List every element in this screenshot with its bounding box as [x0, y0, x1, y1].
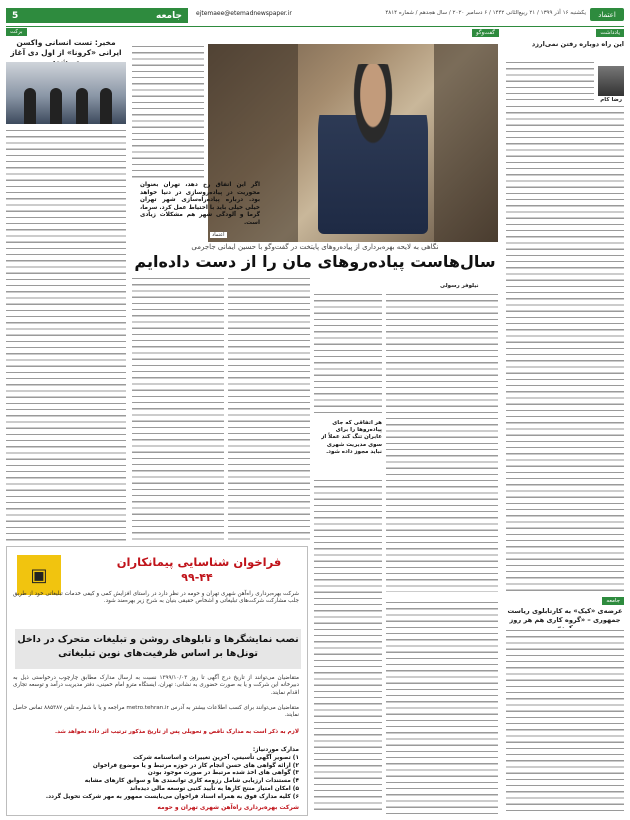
article-headline: سال‌هاست پیاده‌روهای مان را از دست داده‌ایم: [134, 252, 496, 271]
ad-details: متقاضیان می‌توانند از تاریخ درج آگهی تا روز ۱۳۹۹/۱۰/۰۳ نسبت به ارسال مدارک مطابق چارچوب درخواستی ذیل به دبیرخانه این شرکت و یا به صورت حضوری به نشانی: تهران، ایستگاه مترو امام خمینی، دفتر مدیریت درآمد و توسعه تجاری اقدام نمایند.: [13, 675, 299, 696]
ad-intro: شرکت بهره‌برداری راه‌آهن شهری تهران و حومه در نظر دارد در راستای افزایش کمی و کیفی خدمات تبلیغاتی خود از طریق جلب مشارکت شرکت‌های تبلیغاتی و اشخاص حقیقی بنیان به شرح زیر بهره‌مند شود.: [13, 591, 299, 605]
page-number: 5: [12, 10, 19, 21]
author-photo: [598, 66, 624, 96]
section-title: جامعه: [156, 10, 182, 21]
author-name: رضا کام: [600, 97, 622, 103]
article-column-2-top: [314, 292, 382, 416]
list-item: ۴) مستندات ارزیابی شامل رزومه کاری توانمندی ها و سوابق کارهای مشابه: [84, 778, 299, 785]
article-column-1-cont: [386, 600, 498, 814]
section-banner: [6, 8, 188, 23]
right-column-body: [506, 104, 624, 592]
right-column-text: [506, 60, 594, 100]
photo-credit: اعتماد: [212, 232, 225, 238]
photo-quote: اگر این اتفاق رخ دهد، تهران بعنوان محوریت در پیاده‌روسازی در دنیا خواهد بود. درباره پیاده‌راه‌سازی شهر تهران خیلی خیلی باید با احتیاط عمل کرد. سرما، گرما و آلودگی شهر هم مشکلات زیادی است.: [140, 182, 260, 226]
list-item: ۱) تصویر آگهی تأسیس، آخرین تغییرات و اساسنامه شرکت: [133, 754, 299, 761]
section-email[interactable]: ejtemaee@etemadnewspaper.ir: [196, 10, 292, 17]
metro-logo-icon: ▣: [17, 555, 61, 595]
left-column-tag: برکت: [6, 28, 27, 36]
right-column-body-2: [506, 628, 624, 814]
header-divider: [6, 26, 624, 27]
main-article-tag: گفت‌وگو: [472, 29, 499, 37]
ad-requirements-list: [13, 747, 299, 802]
list-item: ۶) کلیه مدارک فوق به همراه اسناد فراخوان می‌بایست ممهور به مهر شرکت تحویل گردد.: [45, 793, 299, 800]
ad-contact: متقاضیان می‌توانند برای کسب اطلاعات بیشتر به آدرس metro.tehran.ir مراجعه و یا با شماره تلفن ۸۸۵۳۸۷ تماس حاصل نمایند.: [13, 705, 300, 719]
issue-date-line: یکشنبه ۱۶ آذر ۱۳۹۹ / ۲۱ ربیع‌الثانی ۱۴۴۲ / ۶ دسامبر ۲۰۲۰ / سال هجدهم / شماره ۴۸۱۴: [385, 10, 586, 16]
ad-note: لازم به ذکر است به مدارک ناقص و تحویلی پس از تاریخ مذکور ترتیب اثر داده نخواهد شد.: [55, 729, 299, 735]
ad-title: فراخوان شناسایی پیمانکاران: [116, 555, 282, 569]
article-subtitle: نگاهی به لایحه بهره‌برداری از پیاده‌روهای پایتخت در گفت‌وگو با حسین ایمانی جاجرمی: [191, 243, 439, 251]
article-column-4: [132, 276, 224, 542]
right-column-tag-2: جامعه: [602, 597, 624, 605]
article-column-2-bottom: [314, 478, 382, 814]
list-item: ۵) امکان امتیاز منتج کارها به تأیید کتبی توسعه مالی دیده‌اند: [129, 785, 299, 792]
newspaper-logo: اعتماد: [590, 8, 624, 21]
pull-quote: هر اتفاقی که جای پیاده‌روها را برای عابران تنگ کند عملاً از سوی مدیریت شهری نباید مجوز داده شود.: [321, 420, 382, 455]
left-column-body: [6, 128, 126, 542]
right-column-headline: این راه دوباره رفتن نمی‌ارزد: [531, 40, 624, 48]
right-column-tag: یادداشت: [596, 29, 624, 37]
tender-advertisement: [6, 546, 308, 816]
article-column-3: [228, 276, 310, 542]
list-item: ۲) ارائه گواهی های حسن انجام کار در حوزه مرتبط و یا موضوع فراخوان: [92, 762, 299, 769]
ad-subject-box: نصب نمایشگرها و تابلوهای روشن و تبلیغات متحرک در داخل تونل‌ها بر اساس ظرفیت‌های نوین تبلیغاتی: [15, 629, 301, 669]
main-lead-text: [132, 44, 204, 180]
list-item: ۳) گواهی های اخذ شده مرتبط در صورت موجود بودن: [147, 770, 299, 777]
ad-footer: شرکت بهره‌برداری راه‌آهن شهری تهران و حومه: [157, 804, 299, 811]
vaccine-news-photo: [6, 62, 126, 124]
left-column-headline: مخبر: تست انسانی واکسن ایرانی «کرونا» از اول دی آغاز: [10, 38, 122, 57]
article-byline: نیلوفر رسولی: [440, 283, 479, 289]
ad-number: ۹۹-۴۴: [181, 571, 213, 584]
article-column-1: [386, 292, 498, 592]
list-item: مدارک موردنیاز:: [252, 747, 299, 753]
right-column-headline-2: عرضه‌ی «کیک» به کارتابلوی ریاست جمهوری – «گروه کاری هم هر روز: [507, 607, 623, 624]
